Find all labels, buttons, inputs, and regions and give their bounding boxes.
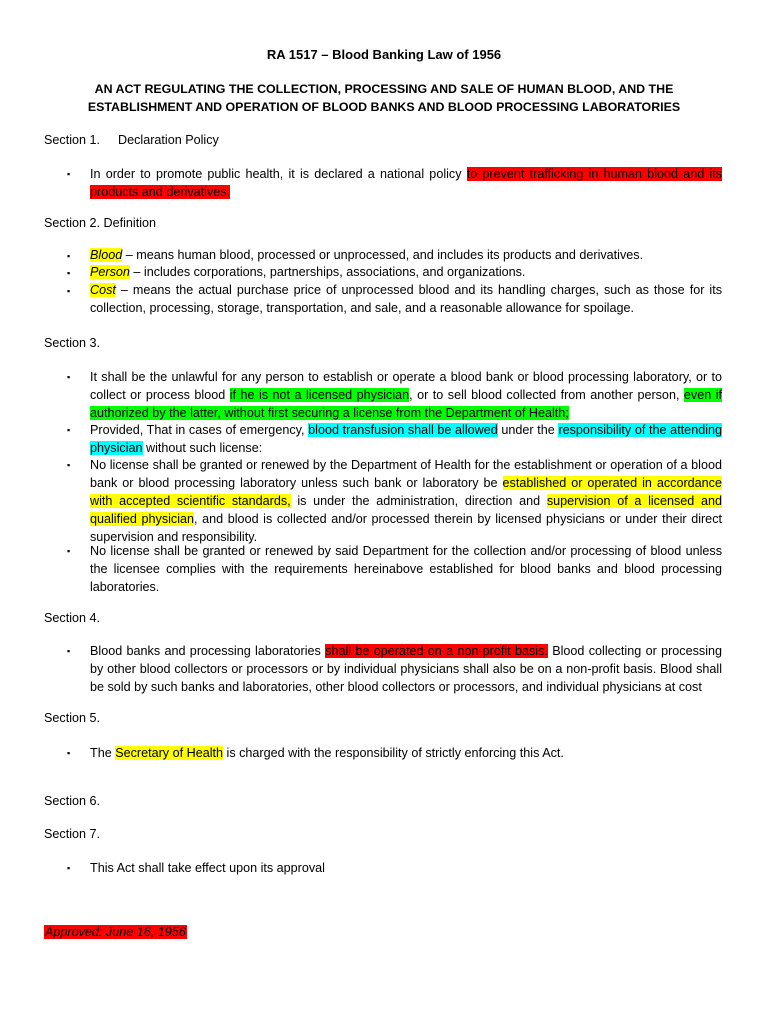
paragraph-text: is under the administration, direction and — [290, 494, 547, 508]
green-highlight: if he is not a licensed physician — [229, 388, 410, 402]
section-3-paragraph-2 — [90, 421, 722, 457]
definition-blood — [90, 247, 722, 265]
section-7-paragraph: This Act shall take effect upon its approval — [90, 861, 325, 875]
definition-text: – means human blood, processed or unprocessed, and includes its products and derivatives. — [122, 248, 644, 262]
red-highlight: to prevent trafficking in human blood and its products and derivatives. — [90, 167, 723, 199]
paragraph-text: The — [90, 746, 116, 760]
bullet-icon: ▪ — [67, 286, 71, 296]
section-1-paragraph — [90, 165, 722, 201]
section-3-paragraph-3 — [90, 456, 722, 546]
paragraph-text: under the — [497, 423, 559, 437]
section-7-heading: Section 7. — [44, 827, 101, 841]
document-subtitle: AN ACT REGULATING THE COLLECTION, PROCESSING AND SALE OF HUMAN BLOOD, AND THE ESTABLISHMENT AND OPERATION OF BLOOD BANKS AND BLOOD PROCESSING LABORATORIES — [87, 82, 681, 114]
cyan-highlight: responsibility of the attending physician — [90, 423, 723, 455]
yellow-highlight: supervision of a licensed and qualified physician — [90, 494, 722, 526]
bullet-icon: ▪ — [67, 863, 71, 873]
bullet-icon: ▪ — [67, 251, 71, 261]
section-2-heading: Section 2. Definition — [44, 216, 157, 230]
cyan-highlight: blood transfusion shall be allowed — [308, 423, 498, 437]
paragraph-text: , or to sell blood collected from another person, — [409, 388, 684, 402]
bullet-icon: ▪ — [67, 372, 71, 382]
bullet-icon: ▪ — [67, 748, 71, 758]
paragraph-text: , and blood is collected and/or processed therein by licensed physicians or under their direct supervision and responsibility. — [90, 512, 722, 544]
section-3-paragraph-4: No license shall be granted or renewed by said Department for the collection and/or processing of blood unless the licensee complies with the requirements hereinabove established for blood banks and blood processing laboratories. — [90, 544, 722, 594]
section-3-heading: Section 3. — [44, 336, 101, 350]
term-blood: Blood — [90, 248, 123, 262]
section-5-paragraph — [90, 744, 722, 762]
yellow-highlight: established or operated in accordance with accepted scientific standards, — [90, 476, 722, 508]
green-highlight: even if authorized by the latter, without first securing a license from the Department of Health; — [90, 388, 722, 420]
section-1-heading — [44, 133, 219, 147]
bullet-icon: ▪ — [67, 268, 71, 278]
section-4-paragraph — [90, 642, 722, 696]
section-number: Section 1. — [44, 133, 101, 147]
bullet-icon: ▪ — [67, 546, 71, 556]
section-title: Declaration Policy — [118, 133, 219, 147]
red-highlight: shall be operated on a non-profit basis. — [325, 644, 548, 658]
definition-text: – means the actual purchase price of unprocessed blood and its handling charges, such as those for its collection, processing, storage, transportation, and sale, and a reasonable allowance for spoilage. — [90, 283, 722, 315]
definition-person — [90, 264, 722, 282]
bullet-icon: ▪ — [67, 425, 71, 435]
section-5-heading: Section 5. — [44, 711, 101, 725]
bullet-icon: ▪ — [67, 169, 71, 179]
paragraph-text: is charged with the responsibility of strictly enforcing this Act. — [223, 746, 564, 760]
paragraph-text: No license shall be granted or renewed by the Department of Health for the establishment or operation of a blood bank or blood processing laboratory unless such bank or laboratory be — [90, 458, 722, 490]
approved-date: Approved: June 16, 1956 — [45, 925, 186, 939]
yellow-highlight: Secretary of Health — [115, 746, 224, 760]
section-6-heading: Section 6. — [44, 794, 101, 808]
definition-cost — [90, 282, 722, 317]
term-person: Person — [90, 265, 130, 279]
section-4-heading: Section 4. — [44, 611, 101, 625]
bullet-icon: ▪ — [67, 646, 71, 656]
paragraph-text: without such license: — [142, 441, 263, 455]
bullet-icon: ▪ — [67, 460, 71, 470]
paragraph-text: Blood collecting or processing by other blood collectors or processors or by individual physicians shall also be on a non-profit basis. Blood shall be sold by such banks and laboratories, other blood collectors or processors, and individual physicians at cost — [90, 644, 722, 694]
section-3-paragraph-1 — [90, 368, 722, 422]
paragraph-text: Provided, That in cases of emergency, — [90, 423, 309, 437]
document-title: RA 1517 – Blood Banking Law of 1956 — [266, 47, 502, 62]
paragraph-text: It shall be the unlawful for any person to establish or operate a blood bank or blood processing laboratory, or to collect or process blood — [90, 370, 722, 402]
term-cost: Cost — [90, 283, 116, 297]
definition-text: – includes corporations, partnerships, associations, and organizations. — [129, 265, 526, 279]
paragraph-text: Blood banks and processing laboratories — [90, 644, 326, 658]
paragraph-text: In order to promote public health, it is declared a national policy — [90, 167, 467, 181]
